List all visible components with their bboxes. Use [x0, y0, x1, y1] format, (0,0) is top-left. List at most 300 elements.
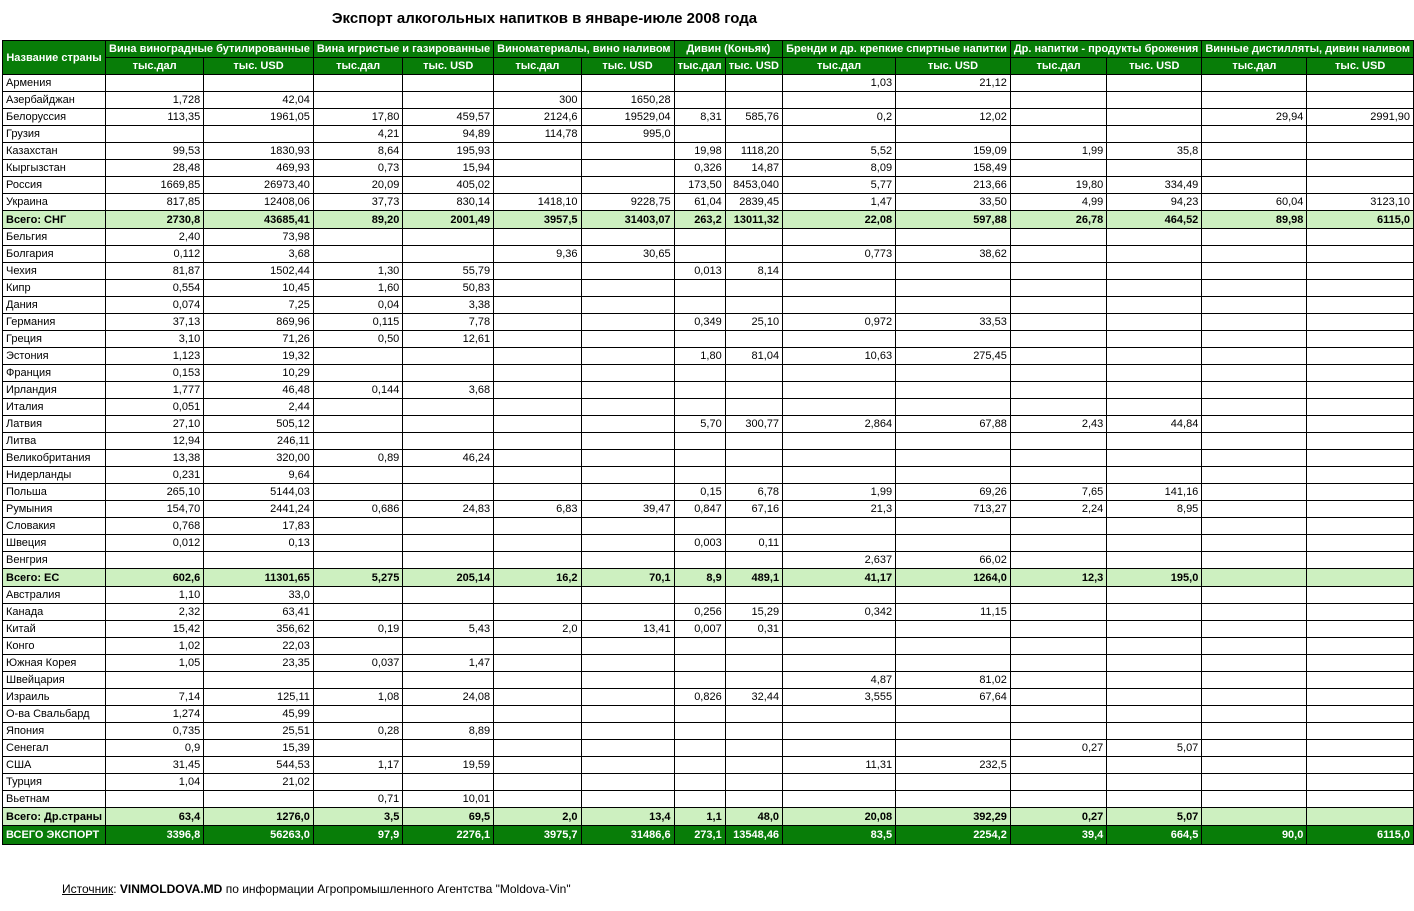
- value-cell: 1,99: [783, 484, 896, 501]
- value-cell: [494, 382, 581, 399]
- table-row: [3, 160, 1414, 177]
- value-cell: 5,275: [313, 569, 402, 587]
- value-cell: 0,012: [106, 535, 204, 552]
- value-cell: [1010, 433, 1106, 450]
- value-cell: [403, 518, 494, 535]
- value-cell: [725, 450, 782, 467]
- value-cell: [494, 587, 581, 604]
- header-group: Бренди и др. крепкие спиртные напитки: [783, 41, 1011, 58]
- value-cell: [313, 774, 402, 791]
- value-cell: [403, 672, 494, 689]
- value-cell: [581, 399, 674, 416]
- value-cell: [494, 263, 581, 280]
- value-cell: [1107, 126, 1202, 143]
- country-cell: О-ва Свальбард: [3, 706, 106, 723]
- value-cell: [725, 75, 782, 92]
- value-cell: 273,1: [674, 826, 725, 845]
- value-cell: [725, 126, 782, 143]
- value-cell: 0,074: [106, 297, 204, 314]
- country-cell: Грузия: [3, 126, 106, 143]
- value-cell: 15,39: [204, 740, 314, 757]
- value-cell: [1307, 791, 1414, 808]
- value-cell: 32,44: [725, 689, 782, 706]
- header-country: Название страны: [3, 41, 106, 75]
- value-cell: [1202, 450, 1307, 467]
- value-cell: 2,44: [204, 399, 314, 416]
- value-cell: 81,02: [896, 672, 1011, 689]
- value-cell: 31486,6: [581, 826, 674, 845]
- value-cell: [674, 672, 725, 689]
- value-cell: 94,23: [1107, 194, 1202, 211]
- value-cell: [1307, 535, 1414, 552]
- country-cell: Ирландия: [3, 382, 106, 399]
- value-cell: [1107, 723, 1202, 740]
- value-cell: [403, 92, 494, 109]
- value-cell: [1010, 348, 1106, 365]
- value-cell: 17,83: [204, 518, 314, 535]
- value-cell: [1202, 723, 1307, 740]
- header-unit-usd: тыс. USD: [896, 58, 1011, 75]
- table-row: [3, 706, 1414, 723]
- value-cell: [725, 246, 782, 263]
- value-cell: 8,95: [1107, 501, 1202, 518]
- value-cell: [725, 723, 782, 740]
- country-cell: Румыния: [3, 501, 106, 518]
- value-cell: [896, 706, 1011, 723]
- value-cell: [494, 484, 581, 501]
- value-cell: [783, 399, 896, 416]
- value-cell: 1,17: [313, 757, 402, 774]
- value-cell: [725, 672, 782, 689]
- country-cell: Болгария: [3, 246, 106, 263]
- value-cell: [1202, 569, 1307, 587]
- value-cell: [1307, 501, 1414, 518]
- value-cell: 15,29: [725, 604, 782, 621]
- value-cell: [494, 75, 581, 92]
- value-cell: [783, 791, 896, 808]
- country-cell: Германия: [3, 314, 106, 331]
- value-cell: [1107, 655, 1202, 672]
- value-cell: [494, 297, 581, 314]
- value-cell: 1,60: [313, 280, 402, 297]
- value-cell: [1307, 399, 1414, 416]
- value-cell: 2,32: [106, 604, 204, 621]
- value-cell: 3957,5: [494, 211, 581, 229]
- value-cell: 869,96: [204, 314, 314, 331]
- value-cell: 1264,0: [896, 569, 1011, 587]
- value-cell: [896, 280, 1011, 297]
- value-cell: [581, 740, 674, 757]
- value-cell: 37,73: [313, 194, 402, 211]
- value-cell: [1307, 314, 1414, 331]
- header-unit-usd: тыс. USD: [1307, 58, 1414, 75]
- value-cell: [1107, 92, 1202, 109]
- source-site-link[interactable]: VINMOLDOVA.MD: [119, 882, 223, 896]
- value-cell: [313, 672, 402, 689]
- table-row: [3, 416, 1414, 433]
- value-cell: 94,89: [403, 126, 494, 143]
- value-cell: [1107, 689, 1202, 706]
- value-cell: [1010, 126, 1106, 143]
- value-cell: [1307, 348, 1414, 365]
- value-cell: 5,07: [1107, 740, 1202, 757]
- value-cell: [1307, 723, 1414, 740]
- value-cell: [1202, 263, 1307, 280]
- value-cell: 5,70: [674, 416, 725, 433]
- value-cell: 27,10: [106, 416, 204, 433]
- value-cell: [783, 518, 896, 535]
- value-cell: [581, 774, 674, 791]
- value-cell: [1107, 535, 1202, 552]
- value-cell: [1010, 109, 1106, 126]
- value-cell: 300: [494, 92, 581, 109]
- value-cell: [581, 467, 674, 484]
- value-cell: [674, 126, 725, 143]
- value-cell: [674, 518, 725, 535]
- value-cell: 7,14: [106, 689, 204, 706]
- value-cell: 2276,1: [403, 826, 494, 845]
- value-cell: 5,07: [1107, 808, 1202, 826]
- value-cell: [674, 638, 725, 655]
- value-cell: [1010, 229, 1106, 246]
- value-cell: [1010, 552, 1106, 569]
- value-cell: [1307, 143, 1414, 160]
- value-cell: 39,4: [1010, 826, 1106, 845]
- value-cell: [783, 638, 896, 655]
- value-cell: [1202, 365, 1307, 382]
- value-cell: [1307, 518, 1414, 535]
- value-cell: [674, 246, 725, 263]
- value-cell: [725, 229, 782, 246]
- value-cell: [313, 552, 402, 569]
- value-cell: 63,41: [204, 604, 314, 621]
- value-cell: 21,12: [896, 75, 1011, 92]
- value-cell: [494, 604, 581, 621]
- value-cell: [494, 723, 581, 740]
- value-cell: [313, 604, 402, 621]
- value-cell: [1202, 160, 1307, 177]
- value-cell: 1,99: [1010, 143, 1106, 160]
- value-cell: [1202, 75, 1307, 92]
- value-cell: [1202, 587, 1307, 604]
- table-row: [3, 552, 1414, 569]
- value-cell: 26973,40: [204, 177, 314, 194]
- value-cell: [1010, 280, 1106, 297]
- country-cell: Турция: [3, 774, 106, 791]
- value-cell: [581, 672, 674, 689]
- value-cell: 246,11: [204, 433, 314, 450]
- value-cell: 7,78: [403, 314, 494, 331]
- value-cell: [896, 774, 1011, 791]
- value-cell: [1010, 706, 1106, 723]
- value-cell: [106, 126, 204, 143]
- value-cell: 61,04: [674, 194, 725, 211]
- value-cell: 13,38: [106, 450, 204, 467]
- value-cell: [725, 280, 782, 297]
- value-cell: 0,013: [674, 263, 725, 280]
- table-row: [3, 382, 1414, 399]
- value-cell: [783, 706, 896, 723]
- table-body: [3, 75, 1414, 845]
- value-cell: [1202, 808, 1307, 826]
- table-row: [3, 194, 1414, 211]
- table-row: [3, 331, 1414, 348]
- value-cell: [581, 160, 674, 177]
- value-cell: [1107, 399, 1202, 416]
- value-cell: [725, 433, 782, 450]
- country-cell: Белоруссия: [3, 109, 106, 126]
- value-cell: [1202, 621, 1307, 638]
- value-cell: 20,08: [783, 808, 896, 826]
- value-cell: [313, 467, 402, 484]
- value-cell: [581, 143, 674, 160]
- value-cell: 2839,45: [725, 194, 782, 211]
- value-cell: 2,0: [494, 621, 581, 638]
- value-cell: [403, 365, 494, 382]
- value-cell: 1276,0: [204, 808, 314, 826]
- value-cell: [674, 655, 725, 672]
- value-cell: 0,773: [783, 246, 896, 263]
- country-cell: Китай: [3, 621, 106, 638]
- page-title: Экспорт алкогольных напитков в январе-июле 2008 года: [331, 10, 758, 27]
- country-cell: Польша: [3, 484, 106, 501]
- value-cell: 0,2: [783, 109, 896, 126]
- value-cell: 17,80: [313, 109, 402, 126]
- value-cell: [581, 348, 674, 365]
- value-cell: [1307, 331, 1414, 348]
- value-cell: 159,09: [896, 143, 1011, 160]
- value-cell: [674, 433, 725, 450]
- value-cell: [106, 791, 204, 808]
- value-cell: [1307, 382, 1414, 399]
- value-cell: 817,85: [106, 194, 204, 211]
- value-cell: 73,98: [204, 229, 314, 246]
- value-cell: [896, 450, 1011, 467]
- country-cell: Израиль: [3, 689, 106, 706]
- value-cell: 41,17: [783, 569, 896, 587]
- value-cell: 13,4: [581, 808, 674, 826]
- value-cell: 459,57: [403, 109, 494, 126]
- table-row: [3, 774, 1414, 791]
- value-cell: [783, 621, 896, 638]
- value-cell: [581, 723, 674, 740]
- value-cell: [725, 791, 782, 808]
- value-cell: 1830,93: [204, 143, 314, 160]
- value-cell: 6,83: [494, 501, 581, 518]
- value-cell: 8,09: [783, 160, 896, 177]
- value-cell: 0,826: [674, 689, 725, 706]
- country-cell: Вьетнам: [3, 791, 106, 808]
- value-cell: [1202, 246, 1307, 263]
- value-cell: 14,87: [725, 160, 782, 177]
- value-cell: [896, 382, 1011, 399]
- header-unit-dal: тыс.дал: [106, 58, 204, 75]
- country-cell: Дания: [3, 297, 106, 314]
- value-cell: [581, 382, 674, 399]
- value-cell: 5,52: [783, 143, 896, 160]
- value-cell: 597,88: [896, 211, 1011, 229]
- value-cell: 0,28: [313, 723, 402, 740]
- value-cell: [1202, 467, 1307, 484]
- value-cell: [106, 75, 204, 92]
- table-row: [3, 75, 1414, 92]
- value-cell: [581, 638, 674, 655]
- value-cell: 4,99: [1010, 194, 1106, 211]
- value-cell: [725, 365, 782, 382]
- value-cell: [313, 348, 402, 365]
- country-cell: Великобритания: [3, 450, 106, 467]
- value-cell: 0,051: [106, 399, 204, 416]
- value-cell: [581, 535, 674, 552]
- value-cell: 405,02: [403, 177, 494, 194]
- value-cell: [1010, 92, 1106, 109]
- value-cell: [896, 229, 1011, 246]
- value-cell: 60,04: [1202, 194, 1307, 211]
- value-cell: 544,53: [204, 757, 314, 774]
- value-cell: 0,27: [1010, 808, 1106, 826]
- value-cell: 464,52: [1107, 211, 1202, 229]
- value-cell: [403, 706, 494, 723]
- value-cell: [1010, 672, 1106, 689]
- value-cell: [783, 331, 896, 348]
- value-cell: [1107, 348, 1202, 365]
- country-cell: Швеция: [3, 535, 106, 552]
- value-cell: [725, 399, 782, 416]
- value-cell: 1502,44: [204, 263, 314, 280]
- value-cell: 19,59: [403, 757, 494, 774]
- value-cell: 2,637: [783, 552, 896, 569]
- value-cell: [1202, 143, 1307, 160]
- value-cell: [403, 416, 494, 433]
- value-cell: 4,21: [313, 126, 402, 143]
- value-cell: 1118,20: [725, 143, 782, 160]
- value-cell: [1307, 706, 1414, 723]
- value-cell: [674, 365, 725, 382]
- value-cell: 19,98: [674, 143, 725, 160]
- value-cell: [1202, 672, 1307, 689]
- country-cell: Литва: [3, 433, 106, 450]
- value-cell: [403, 587, 494, 604]
- value-cell: [1107, 621, 1202, 638]
- value-cell: 6,78: [725, 484, 782, 501]
- country-cell: Южная Корея: [3, 655, 106, 672]
- value-cell: [1307, 689, 1414, 706]
- header-unit-dal: тыс.дал: [783, 58, 896, 75]
- value-cell: [1010, 246, 1106, 263]
- value-cell: 3975,7: [494, 826, 581, 845]
- value-cell: [896, 467, 1011, 484]
- value-cell: [674, 382, 725, 399]
- value-cell: [783, 450, 896, 467]
- value-cell: 1,05: [106, 655, 204, 672]
- value-cell: [783, 655, 896, 672]
- table-row: [3, 229, 1414, 246]
- value-cell: 9,64: [204, 467, 314, 484]
- value-cell: [403, 433, 494, 450]
- value-cell: 46,48: [204, 382, 314, 399]
- value-cell: [204, 75, 314, 92]
- value-cell: 1,123: [106, 348, 204, 365]
- header-row-units: [3, 58, 1414, 75]
- value-cell: 4,87: [783, 672, 896, 689]
- header-unit-dal: тыс.дал: [313, 58, 402, 75]
- value-cell: 0,349: [674, 314, 725, 331]
- value-cell: 232,5: [896, 757, 1011, 774]
- value-cell: [494, 467, 581, 484]
- value-cell: 3123,10: [1307, 194, 1414, 211]
- value-cell: [1010, 518, 1106, 535]
- value-cell: 12,61: [403, 331, 494, 348]
- value-cell: 0,007: [674, 621, 725, 638]
- value-cell: [1202, 757, 1307, 774]
- value-cell: 0,71: [313, 791, 402, 808]
- value-cell: 1650,28: [581, 92, 674, 109]
- value-cell: [581, 689, 674, 706]
- subtotal-row: [3, 211, 1414, 229]
- header-unit-dal: тыс.дал: [1202, 58, 1307, 75]
- value-cell: [674, 791, 725, 808]
- value-cell: [1107, 467, 1202, 484]
- value-cell: [1107, 331, 1202, 348]
- value-cell: 10,01: [403, 791, 494, 808]
- value-cell: [1010, 723, 1106, 740]
- table-row: [3, 638, 1414, 655]
- value-cell: [581, 297, 674, 314]
- value-cell: [313, 740, 402, 757]
- table-row: [3, 723, 1414, 740]
- value-cell: 8,14: [725, 263, 782, 280]
- value-cell: [674, 75, 725, 92]
- value-cell: [1202, 501, 1307, 518]
- value-cell: 3,68: [204, 246, 314, 263]
- value-cell: 66,02: [896, 552, 1011, 569]
- value-cell: [494, 331, 581, 348]
- value-cell: [1307, 621, 1414, 638]
- value-cell: 19,80: [1010, 177, 1106, 194]
- value-cell: [581, 450, 674, 467]
- value-cell: 29,94: [1202, 109, 1307, 126]
- country-cell: Конго: [3, 638, 106, 655]
- value-cell: 35,8: [1107, 143, 1202, 160]
- value-cell: [403, 348, 494, 365]
- value-cell: 1,47: [783, 194, 896, 211]
- value-cell: 0,13: [204, 535, 314, 552]
- value-cell: 12408,06: [204, 194, 314, 211]
- value-cell: [494, 706, 581, 723]
- country-cell: Эстония: [3, 348, 106, 365]
- value-cell: 0,73: [313, 160, 402, 177]
- country-cell: Сенегал: [3, 740, 106, 757]
- table-row: [3, 655, 1414, 672]
- value-cell: [1010, 638, 1106, 655]
- value-cell: [403, 246, 494, 263]
- value-cell: 0,153: [106, 365, 204, 382]
- value-cell: 33,0: [204, 587, 314, 604]
- value-cell: [1202, 314, 1307, 331]
- value-cell: 392,29: [896, 808, 1011, 826]
- country-cell: Украина: [3, 194, 106, 211]
- value-cell: [1202, 331, 1307, 348]
- value-cell: 1,10: [106, 587, 204, 604]
- value-cell: 0,768: [106, 518, 204, 535]
- value-cell: [1107, 757, 1202, 774]
- subtotal-row: [3, 808, 1414, 826]
- value-cell: [896, 365, 1011, 382]
- value-cell: [674, 229, 725, 246]
- value-cell: 1,728: [106, 92, 204, 109]
- value-cell: [313, 518, 402, 535]
- table-row: [3, 126, 1414, 143]
